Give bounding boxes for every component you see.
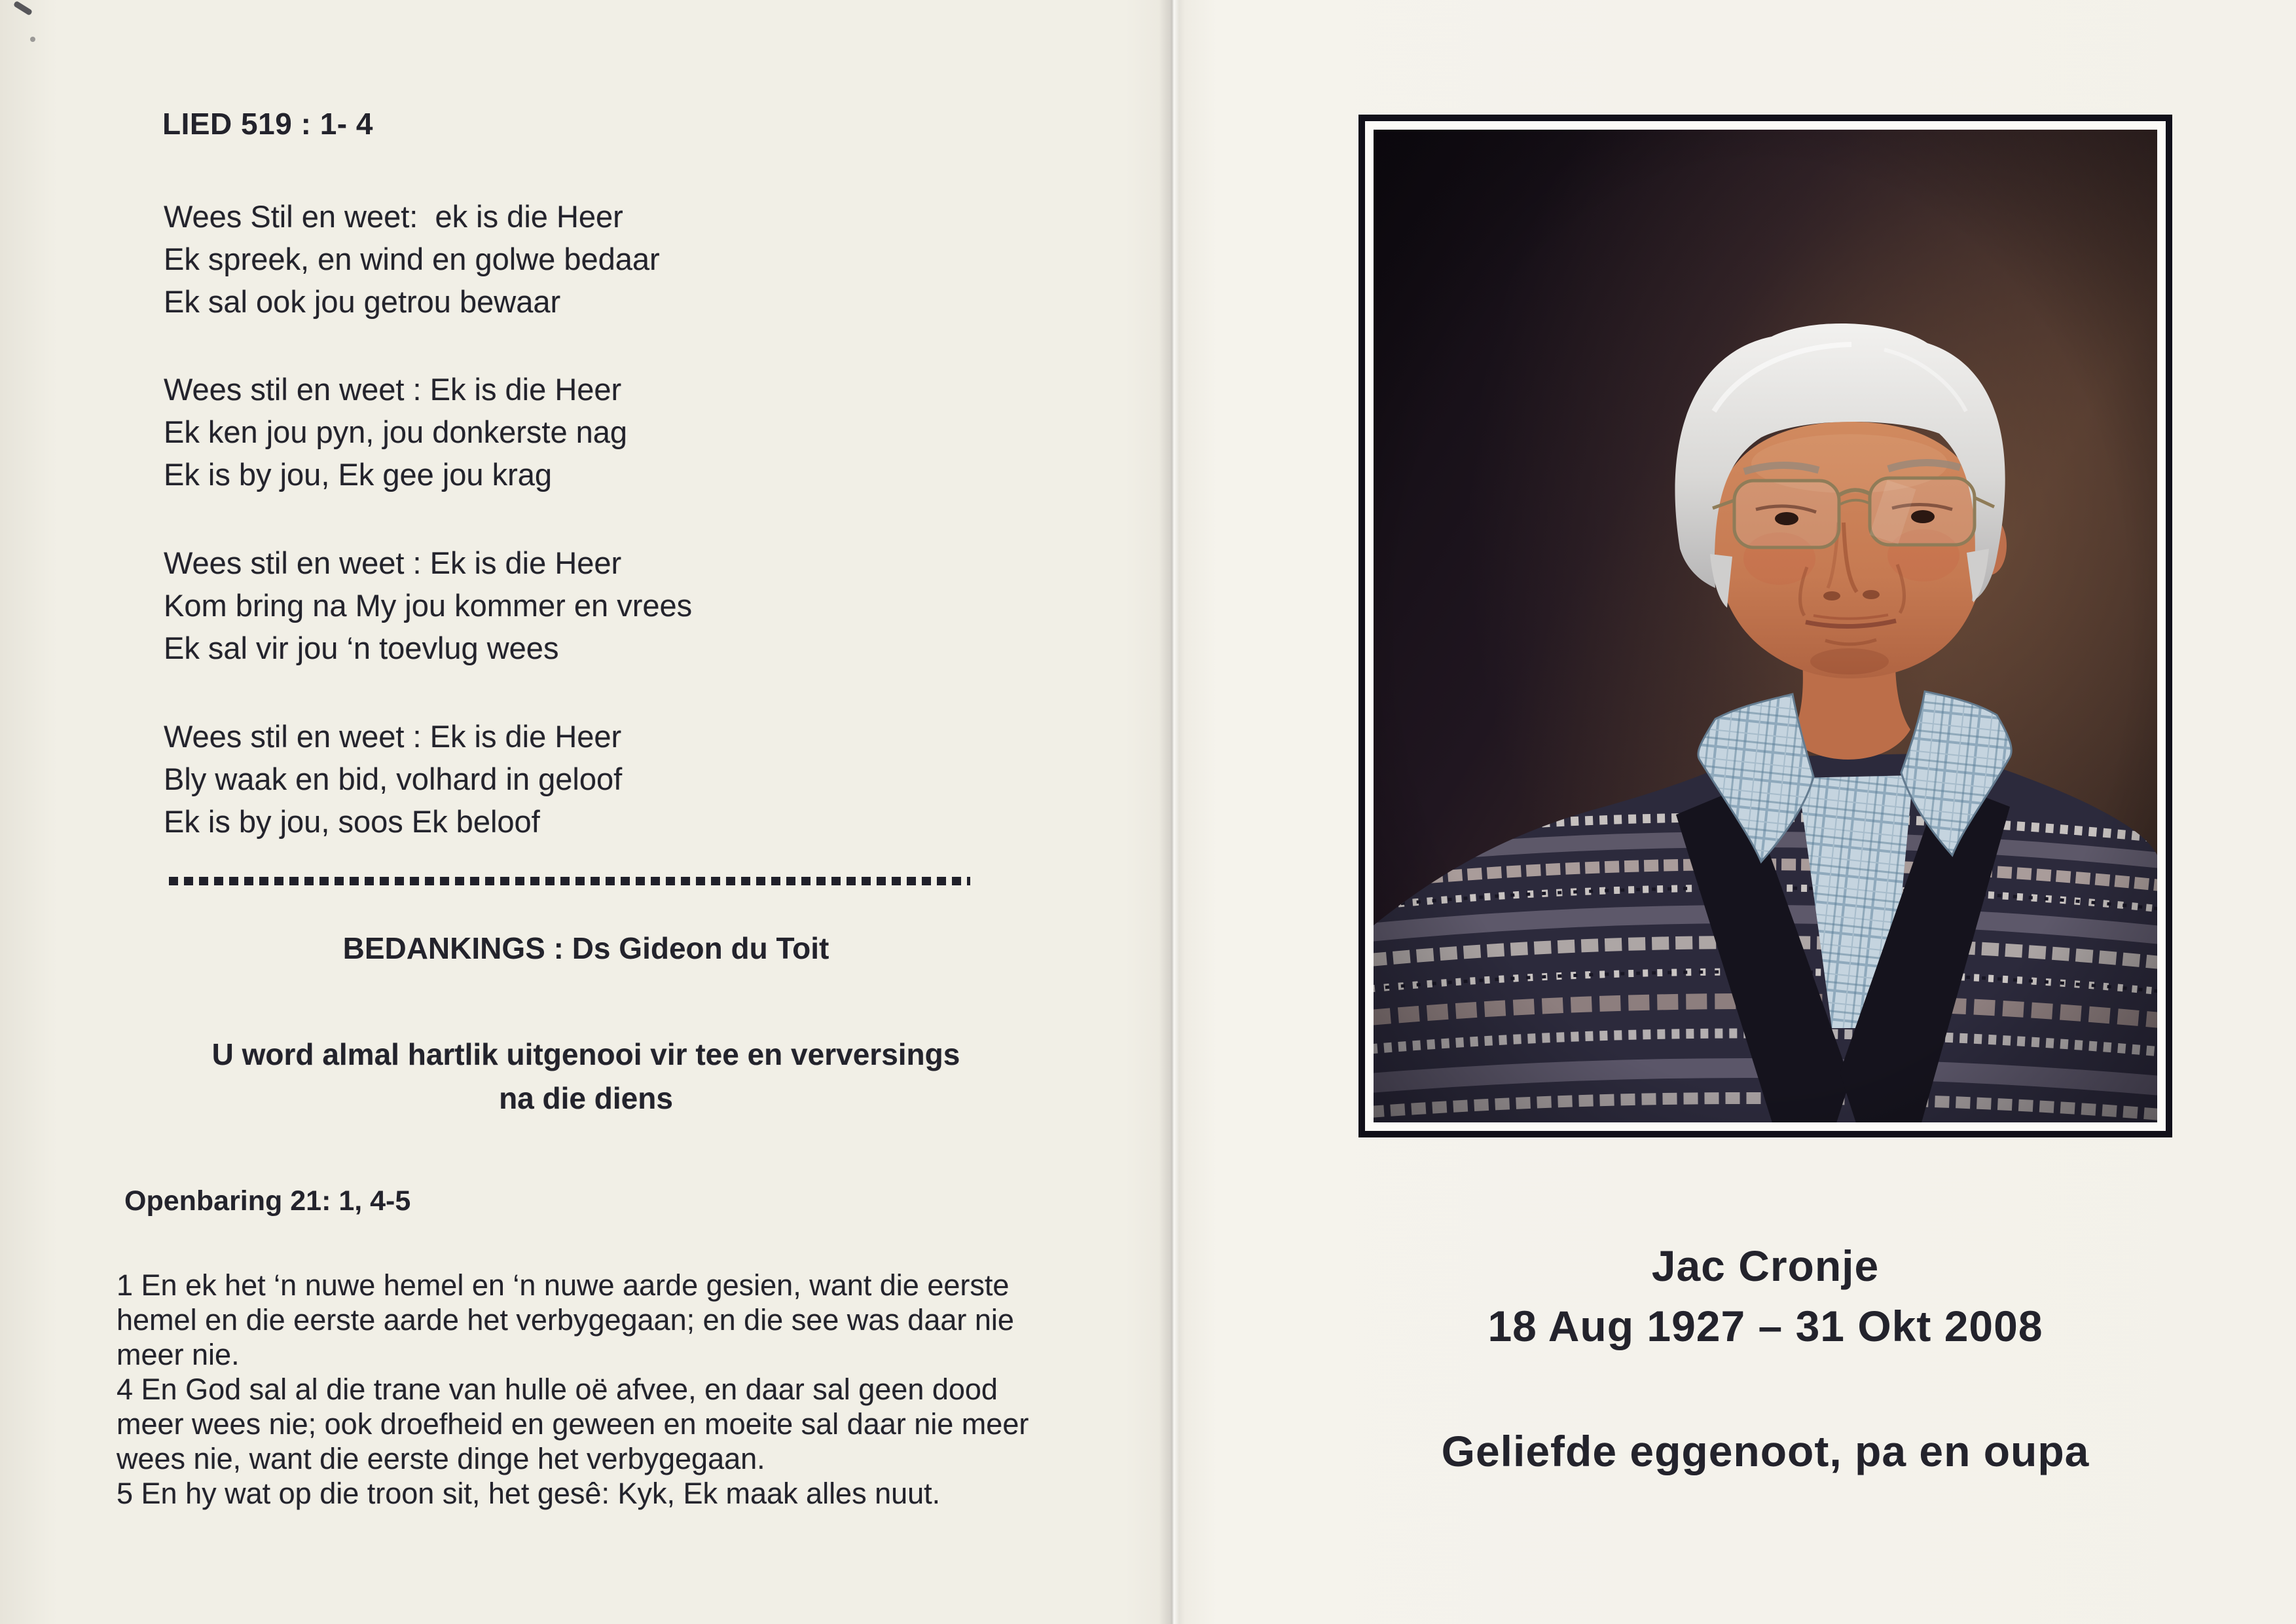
verse-line: Ek spreek, en wind en golwe bedaar xyxy=(164,242,660,276)
scripture-line: wees nie, want die eerste dinge het verbygegaan. xyxy=(117,1442,765,1475)
scripture-line: 5 En hy wat op die troon sit, het gesê: Kyk, Ek maak alles nuut. xyxy=(117,1477,941,1510)
verse-line: Kom bring na My jou kommer en vrees xyxy=(164,588,693,623)
invitation-line-1: U word almal hartlik uitgenooi vir tee en verversings xyxy=(211,1037,960,1071)
scripture-line: hemel en die eerste aarde het verbygegaan; en die see was daar nie xyxy=(117,1303,1014,1337)
scripture-line: 1 En ek het ‘n nuwe hemel en ‘n nuwe aarde gesien, want die eerste xyxy=(117,1268,1010,1302)
verse-line: Ek is by jou, Ek gee jou krag xyxy=(164,457,553,492)
page-right xyxy=(1172,0,2296,1624)
verse-line: Ek ken jou pyn, jou donkerste nag xyxy=(164,415,628,449)
verse-line: Wees stil en weet : Ek is die Heer xyxy=(164,372,622,407)
invitation-line-2: na die diens xyxy=(499,1081,673,1115)
verse-line: Ek is by jou, soos Ek beloof xyxy=(164,804,540,839)
scripture-line: 4 En God sal al die trane van hulle oë afvee, en daar sal geen dood xyxy=(117,1373,998,1406)
photo-vignette xyxy=(1374,130,2157,1122)
scripture-heading: Openbaring 21: 1, 4-5 xyxy=(124,1185,411,1217)
verse-line: Bly waak en bid, volhard in geloof xyxy=(164,762,623,796)
portrait-photo xyxy=(1374,130,2157,1122)
scripture-passage xyxy=(117,1268,1151,1511)
hymn-verse-3 xyxy=(164,542,692,669)
hymn-heading: LIED 519 : 1- 4 xyxy=(162,107,373,141)
scripture-line: meer nie. xyxy=(117,1338,240,1371)
hymn-verse-1 xyxy=(164,195,660,323)
invitation-text xyxy=(0,1033,1172,1120)
memorial-dates: 18 Aug 1927 – 31 Okt 2008 xyxy=(1487,1302,2043,1350)
memorial-name-block xyxy=(1358,1236,2172,1356)
memorial-epitaph: Geliefde eggenoot, pa en oupa xyxy=(1441,1427,2090,1475)
memorial-name: Jac Cronje xyxy=(1651,1242,1880,1290)
hymn-verse-2 xyxy=(164,368,627,496)
verse-line: Ek sal vir jou ‘n toevlug wees xyxy=(164,631,559,665)
verse-line: Ek sal ook jou getrou bewaar xyxy=(164,284,561,319)
scripture-line: meer wees nie; ook droefheid en geween en moeite sal daar nie meer xyxy=(117,1407,1029,1441)
bedankings-line: BEDANKINGS : Ds Gideon du Toit xyxy=(342,931,829,965)
photo-frame xyxy=(1358,115,2172,1137)
verse-line: Wees stil en weet : Ek is die Heer xyxy=(164,545,622,580)
dotted-separator xyxy=(169,877,970,885)
verse-line: Wees Stil en weet: ek is die Heer xyxy=(164,199,623,234)
hymn-verse-4 xyxy=(164,715,622,843)
verse-line: Wees stil en weet : Ek is die Heer xyxy=(164,719,622,754)
